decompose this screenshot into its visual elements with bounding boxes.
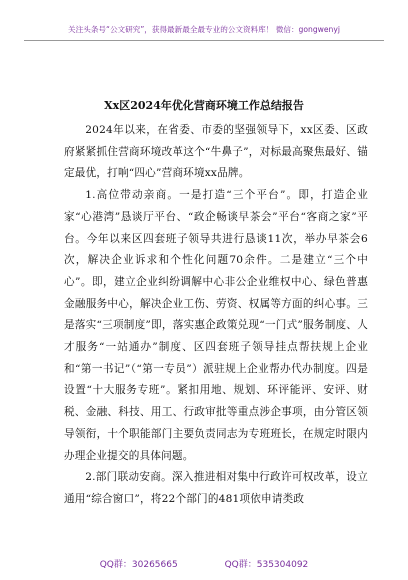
paragraph-intro: 2024年以来，在省委、市委的坚强领导下，xx区委、区政府紧紧抓住营商环境改革这个“牛鼻子”，对标最高聚焦最好、锚定最优，打响“四心”营商环境xx品牌。 [64, 124, 368, 180]
paragraph-section-2: 2.部门联动安商。深入推进相对集中行政许可权改革，设立通用“综合窗口”，将22个部门的481项依申请类政 [64, 471, 368, 505]
header-divider [24, 40, 384, 41]
document-title: Xx区2024年优化营商环境工作总结报告 [104, 99, 304, 112]
paragraph-section-1: 1.高位带动亲商。一是打造“三个平台”。即，打造企业家“心港湾”恳谈厅平台、“政企畅谈早茶会”平台“客商之家”平台。今年以来区四套班子领导共进行恳谈11次，举办早茶会6次，解决企业诉求和个性化问题70余件。二是建立“三个中心”。即，建立企业纠纷调解中心非公企业维权中心、绿色普惠金融服务中心，解决企业工伤、劳资、权属等方面的纠心事。三是落实“三项制度”即，落实惠企政策兑现“一门式”服务制度、人才服务“一站通办”制度、区四套班子领导挂点帮扶规上企业和“第一书记”（“第一专员”）派驻规上企业帮办代办制度。四是设置“十大服务专班”。紧扣用地、规划、环评能评、安评、财税、金融、科技、用工、行政审批等重点涉企事项，由分管区领导领衔，十个职能部门主要负责同志为专班班长，在规定时限内办理企业提交的具体问题。 [64, 189, 368, 462]
page-header-banner: 关注头条号“公文研究”，获得最新最全最专业的公文资料库！ 微信：gongwenyj [68, 25, 340, 34]
document-body [64, 120, 368, 511]
footer-qq-group-1: QQ群：30265665 [99, 560, 178, 570]
footer-qq-group-2: QQ群：535304092 [224, 560, 309, 570]
page-footer [0, 557, 408, 570]
